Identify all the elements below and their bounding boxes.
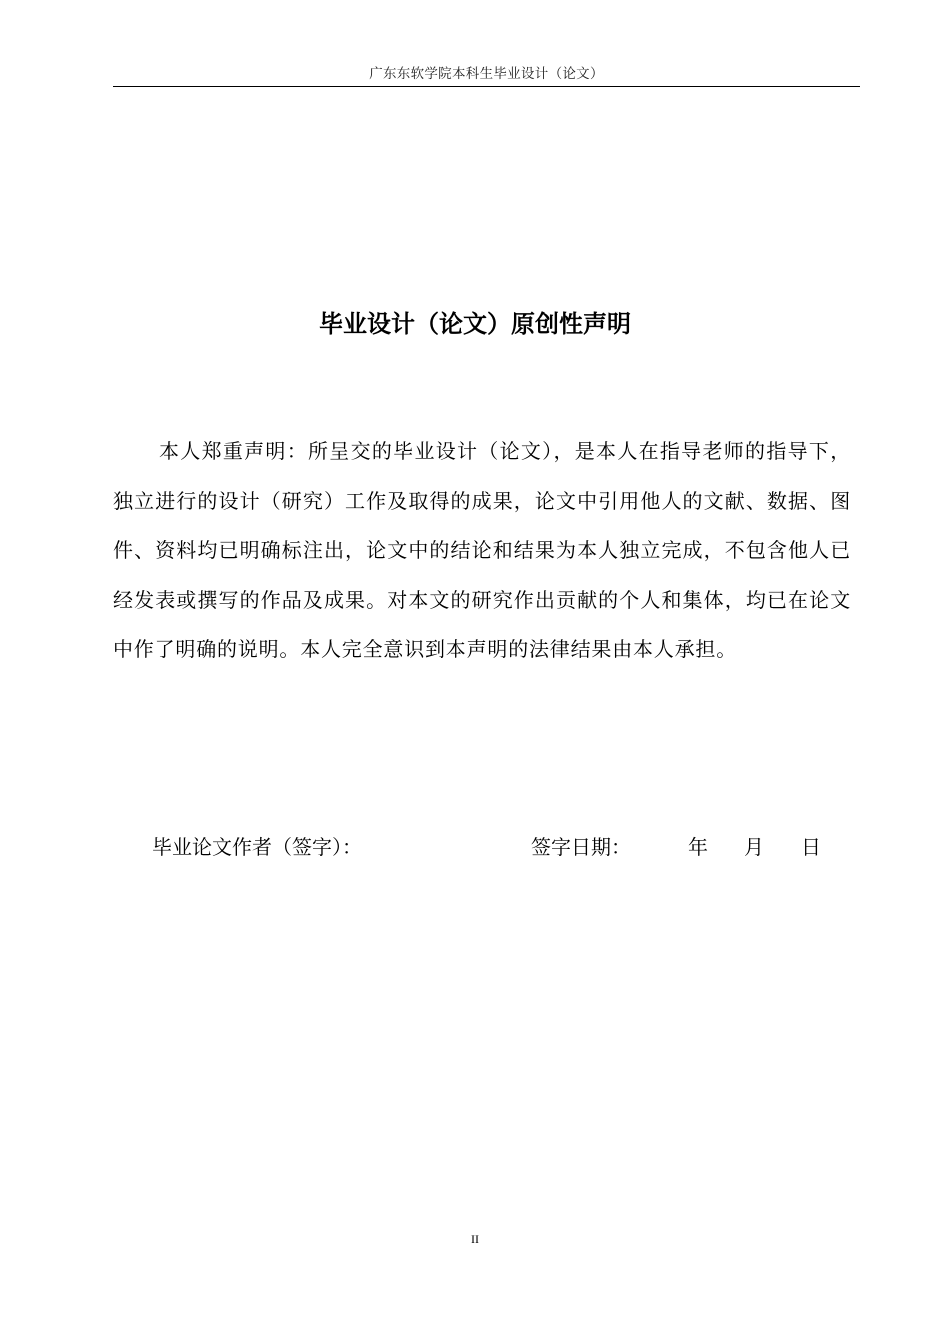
declaration-paragraph: 本人郑重声明：所呈交的毕业设计（论文），是本人在指导老师的指导下，独立进行的设计（研究）工作及取得的成果，论文中引用他人的文献、数据、图件、资料均已明确标注出，论文中的结论和结果为本人独立完成，不包含他人已经发表或撰写的作品及成果。对本文的研究作出贡献的个人和集体，均已在论文中作了明确的说明。本人完全意识到本声明的法律结果由本人承担。 xyxy=(113,439,851,662)
year-label: 年 xyxy=(688,835,708,859)
document-title: 毕业设计（论文）原创性声明 xyxy=(319,310,631,338)
page-number: II xyxy=(471,1232,479,1246)
signature-date-label: 签字日期： xyxy=(531,835,631,859)
day-label: 日 xyxy=(801,835,821,859)
page-header: 广东东软学院本科生毕业设计（论文） xyxy=(113,62,860,87)
signature-row xyxy=(0,829,950,865)
author-signature-label: 毕业论文作者（签字）： xyxy=(152,835,362,859)
month-label: 月 xyxy=(744,835,764,859)
